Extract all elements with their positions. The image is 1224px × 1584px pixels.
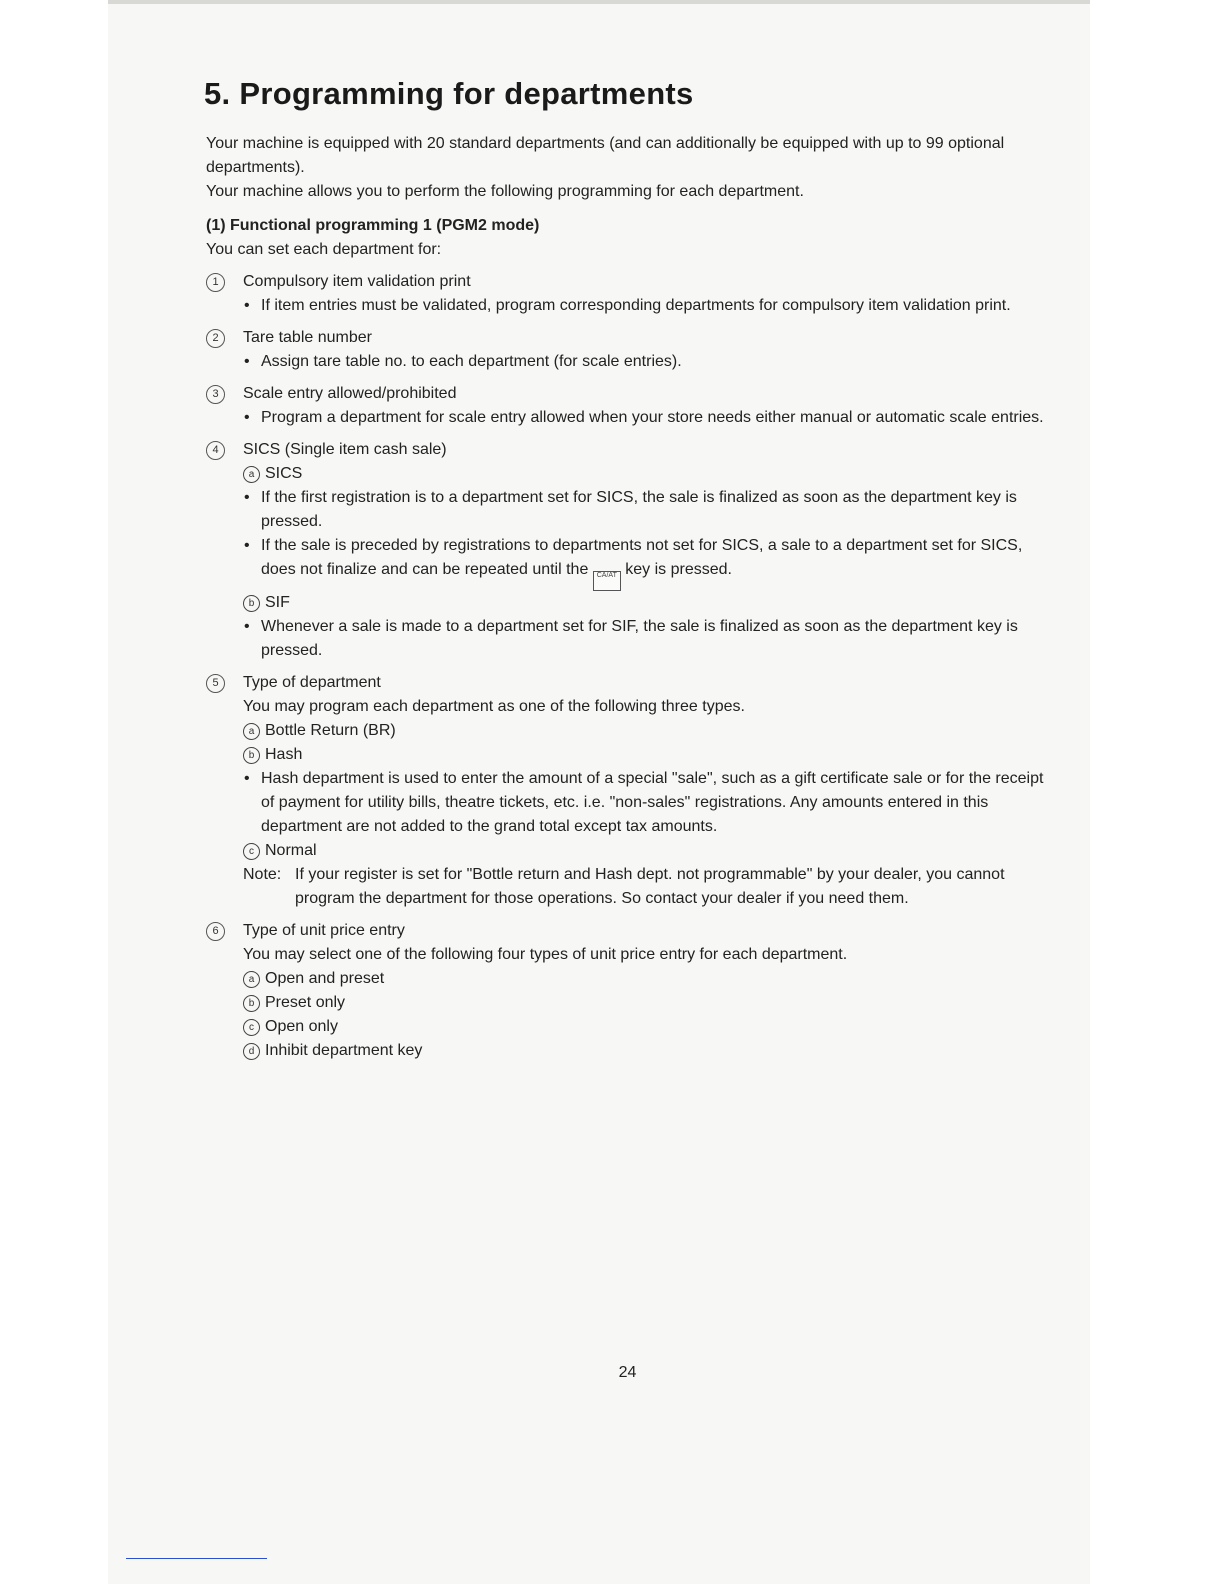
sub-item-sif — [243, 591, 1048, 615]
list-item-scale-entry — [206, 382, 1048, 430]
footer-link-underline — [126, 1558, 267, 1559]
sub-item-label: Inhibit department key — [265, 1042, 423, 1059]
bullet-text: • If item entries must be validated, program corresponding departments for compulsory item validation print. — [243, 294, 1048, 318]
page-title: 5. Programming for departments — [204, 76, 694, 111]
sub-item-label: SICS — [265, 465, 303, 482]
circled-letter-a: a — [243, 723, 260, 740]
circled-letter-a: a — [243, 466, 260, 483]
note-text: If your register is set for "Bottle return and Hash dept. not programmable" by your dealer, you cannot program the department for those operations. So contact your dealer if you need them. — [295, 866, 1005, 907]
bullet-text-with-key — [243, 534, 1048, 591]
circled-letter-b: b — [243, 595, 260, 612]
sub-item-label: Normal — [265, 842, 317, 859]
bullet-text: • Assign tare table no. to each department (for scale entries). — [243, 350, 1048, 374]
circled-number-2: 2 — [206, 329, 225, 348]
sub-item-label: Preset only — [265, 994, 346, 1011]
scan-edge — [108, 0, 1090, 4]
circled-number-6: 6 — [206, 922, 225, 941]
circled-letter-c: c — [243, 843, 260, 860]
page-content — [206, 76, 1048, 1063]
sub-item-sics — [243, 462, 1048, 486]
circled-letter-d: d — [243, 1043, 260, 1060]
item-lead: You may select one of the following four types of unit price entry for each department. — [243, 946, 848, 963]
circled-number-1: 1 — [206, 273, 225, 292]
intro-paragraph-1: Your machine is equipped with 20 standard departments (and can additionally be equipped with up to 99 optional departments). — [206, 135, 1005, 176]
sub-item-normal — [243, 839, 1048, 863]
bullet-text-part: If the sale is preceded by registrations to departments not set for SICS, a sale to a department set for SICS, does not finalize and can be repeated until the — [261, 537, 1023, 578]
circled-letter-a: a — [243, 971, 260, 988]
sub-item-label: Bottle Return (BR) — [265, 722, 396, 739]
sub-item-label: SIF — [265, 594, 290, 611]
ca-at-key-icon: CA/AT — [593, 571, 621, 591]
intro-paragraph-2: Your machine allows you to perform the following programming for each department. — [206, 183, 804, 200]
sub-item-open-and-preset — [243, 967, 1048, 991]
circled-number-3: 3 — [206, 385, 225, 404]
bullet-text: • Hash department is used to enter the amount of a special "sale", such as a gift certificate sale or for the receipt of payment for utility bills, theatre tickets, etc. i.e. "non-sales" registrations. Any amounts entered in this department are not added to the grand total except tax amounts. — [243, 767, 1048, 839]
circled-number-4: 4 — [206, 441, 225, 460]
item-title: Type of department — [243, 674, 381, 691]
circled-letter-b: b — [243, 995, 260, 1012]
item-title: Compulsory item validation print — [243, 273, 471, 290]
section-lead: You can set each department for: — [206, 241, 442, 258]
page-number: 24 — [618, 1364, 637, 1381]
section-heading: (1) Functional programming 1 (PGM2 mode) — [206, 217, 540, 234]
note-label: Note: — [243, 866, 282, 883]
bullet-text: • If the first registration is to a department set for SICS, the sale is finalized as soon as the department key is pressed. — [243, 486, 1048, 534]
bullet-text-part: key is pressed. — [625, 561, 732, 578]
circled-letter-b: b — [243, 747, 260, 764]
list-item-tare-table — [206, 326, 1048, 374]
sub-item-label: Hash — [265, 746, 303, 763]
sub-item-inhibit-key — [243, 1039, 1048, 1063]
note — [243, 863, 1048, 911]
item-title: Scale entry allowed/prohibited — [243, 385, 457, 402]
circled-number-5: 5 — [206, 674, 225, 693]
sub-item-bottle-return — [243, 719, 1048, 743]
circled-letter-c: c — [243, 1019, 260, 1036]
sub-item-label: Open and preset — [265, 970, 385, 987]
bullet-text: • Whenever a sale is made to a department set for SIF, the sale is finalized as soon as the department key is pressed. — [243, 615, 1048, 663]
list-item-compulsory-validation — [206, 270, 1048, 318]
sub-item-open-only — [243, 1015, 1048, 1039]
list-item-unit-price-entry — [206, 919, 1048, 1063]
sub-item-preset-only — [243, 991, 1048, 1015]
list-item-sics — [206, 438, 1048, 663]
item-title: Tare table number — [243, 329, 372, 346]
list-item-type-of-department — [206, 671, 1048, 911]
item-title: Type of unit price entry — [243, 922, 405, 939]
item-lead: You may program each department as one of the following three types. — [243, 698, 745, 715]
item-title: SICS (Single item cash sale) — [243, 441, 447, 458]
sub-item-label: Open only — [265, 1018, 338, 1035]
bullet-text: • Program a department for scale entry allowed when your store needs either manual or automatic scale entries. — [243, 406, 1048, 430]
sub-item-hash — [243, 743, 1048, 767]
